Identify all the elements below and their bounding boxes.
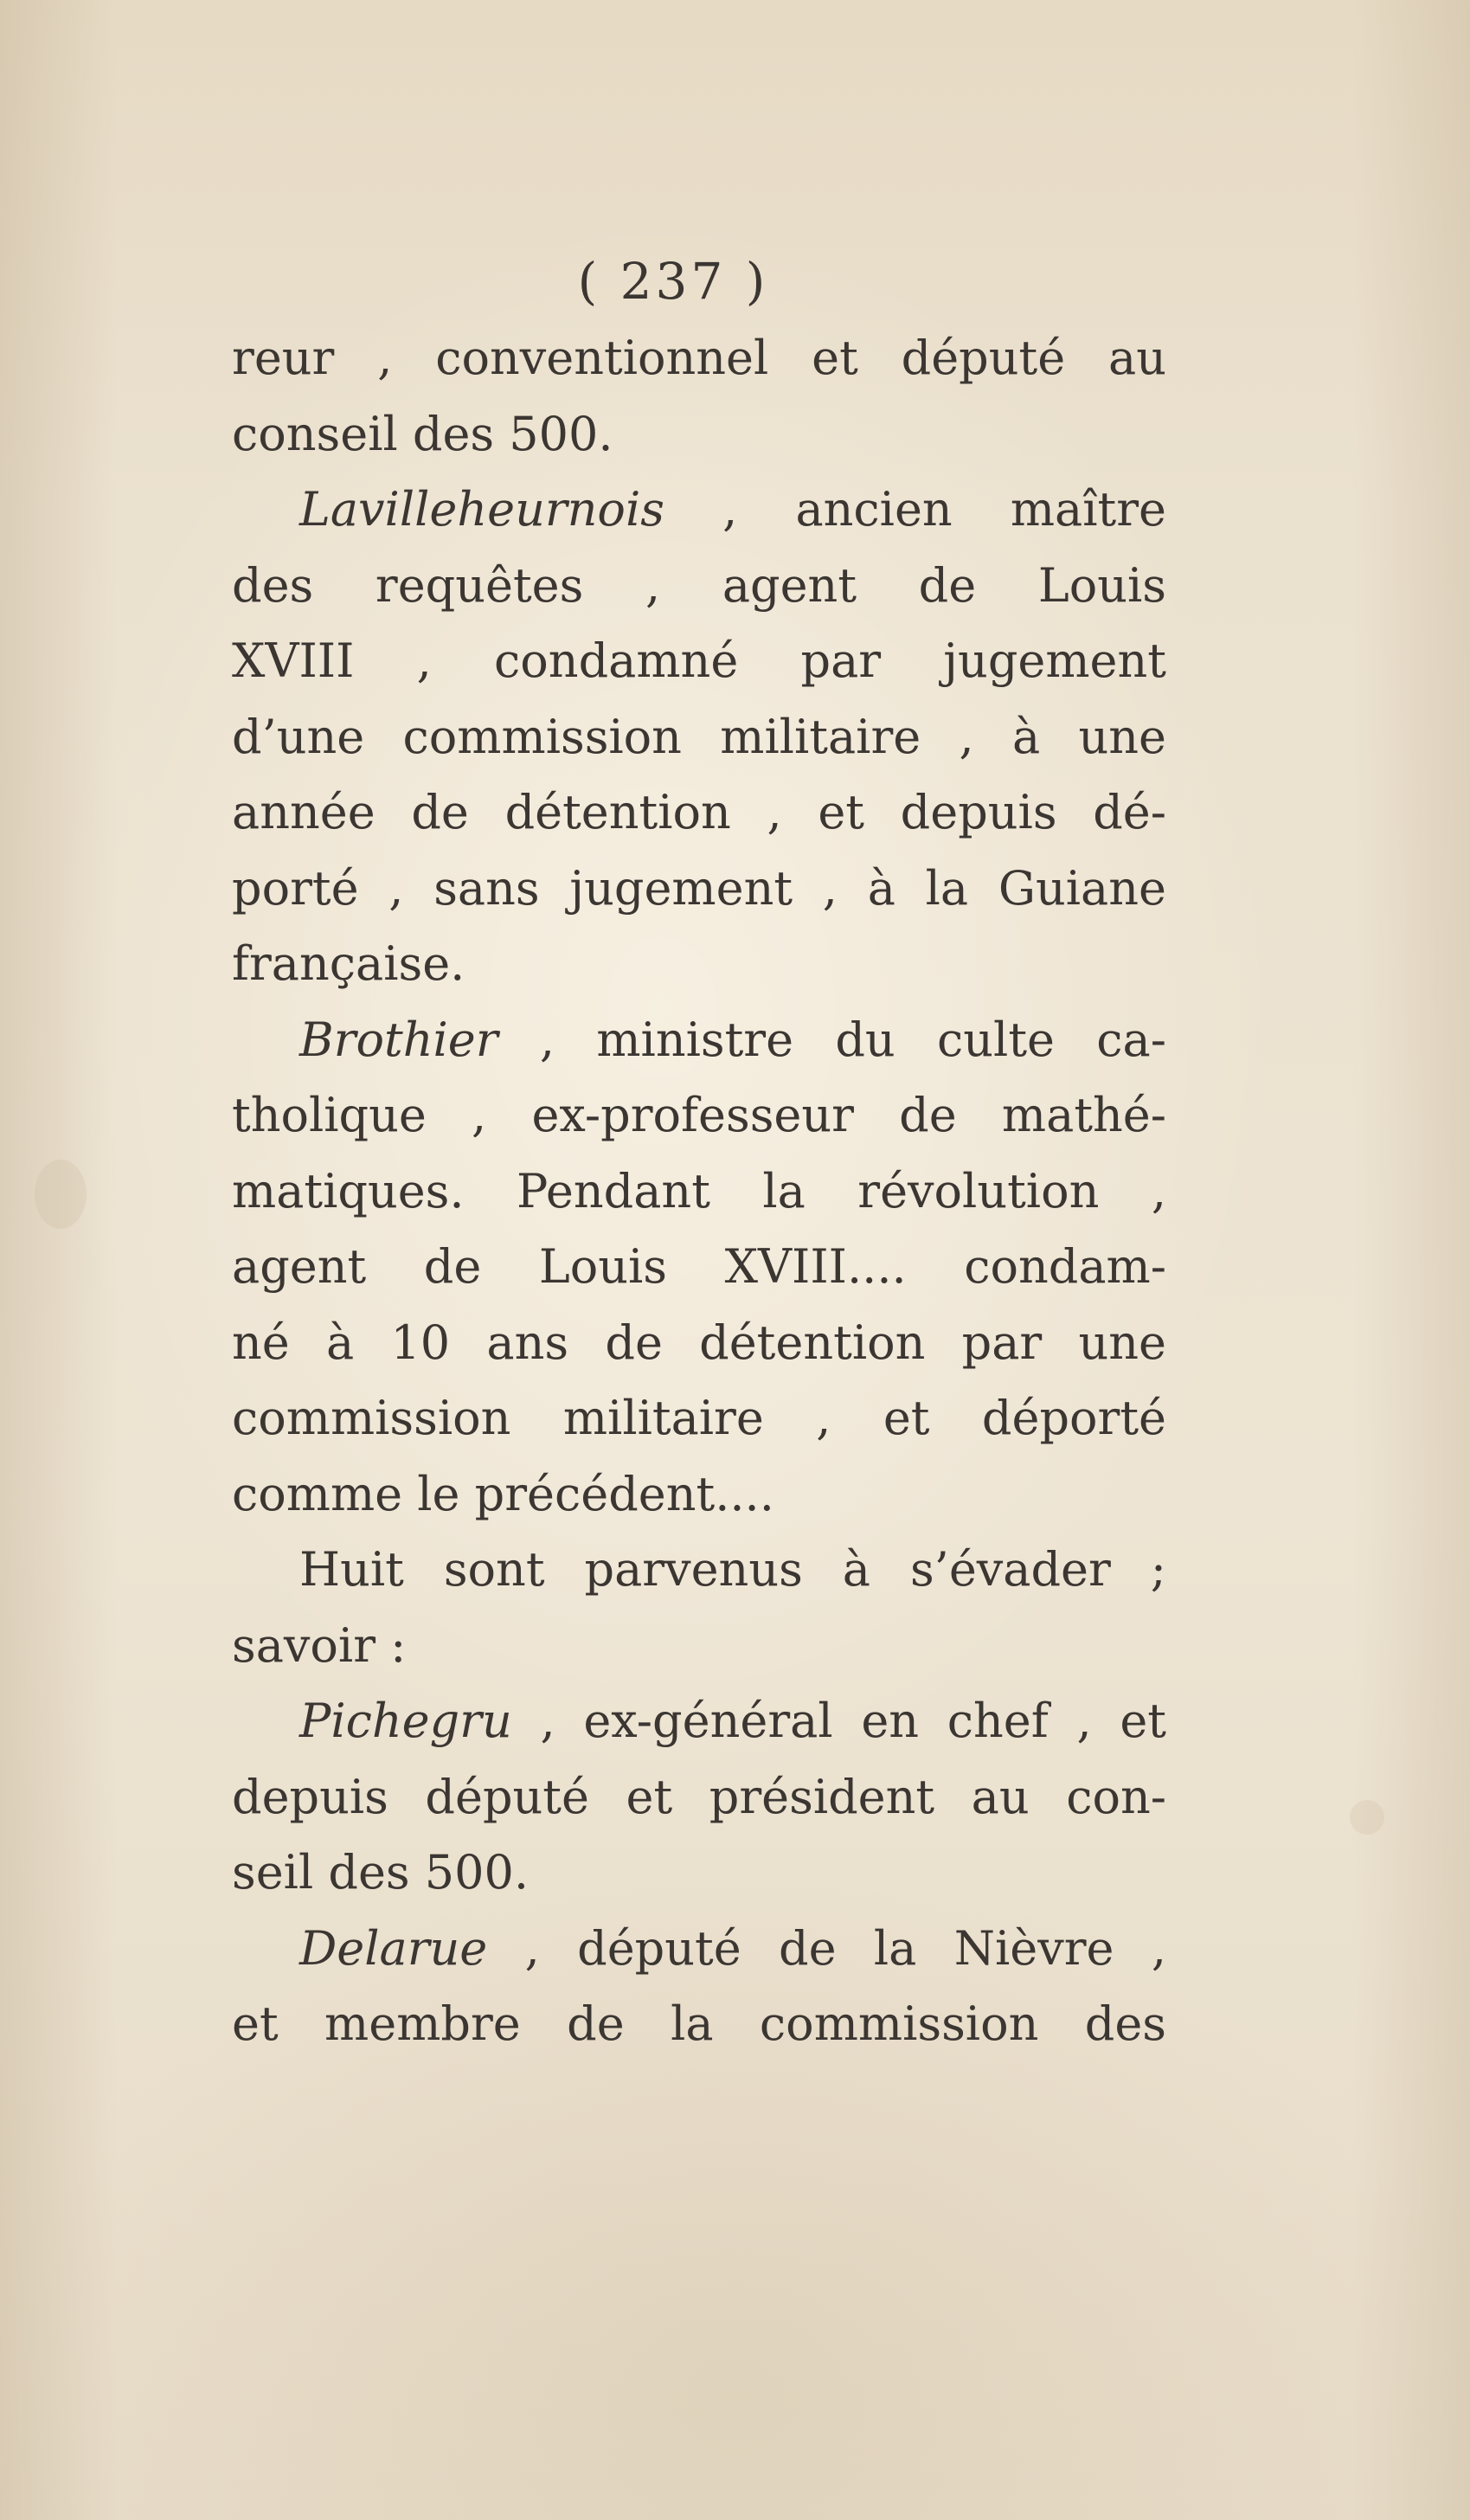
line-text: française. bbox=[232, 936, 465, 991]
text-line bbox=[232, 926, 1166, 1002]
line-text: conseil des 500. bbox=[232, 406, 613, 461]
line-text: Huit sont parvenus à s’évader ; bbox=[299, 1542, 1166, 1597]
line-text: , député de la Nièvre , bbox=[487, 1920, 1166, 1976]
text-line bbox=[232, 1380, 1166, 1456]
paper-stain bbox=[35, 1160, 87, 1229]
text-line bbox=[232, 320, 1166, 396]
text-line bbox=[232, 396, 1166, 472]
person-name: Lavilleheurnois bbox=[299, 482, 664, 537]
line-text: tholique , ex-professeur de mathé- bbox=[232, 1088, 1166, 1142]
text-line bbox=[232, 1683, 1166, 1759]
line-text: et membre de la commission des bbox=[232, 1996, 1166, 2051]
line-text: des requêtes , agent de Louis bbox=[232, 557, 1166, 613]
text-line bbox=[232, 1002, 1166, 1078]
text-line bbox=[232, 1608, 1166, 1684]
line-text: porté , sans jugement , à la Guiane bbox=[232, 860, 1166, 916]
line-text: né à 10 ans de détention par une bbox=[232, 1315, 1166, 1370]
page-number: ( 237 ) bbox=[577, 252, 769, 311]
line-text: agent de Louis XVIII.... condam- bbox=[232, 1239, 1166, 1294]
text-line bbox=[232, 699, 1166, 775]
text-line bbox=[232, 775, 1166, 851]
line-text: depuis député et président au con- bbox=[232, 1769, 1166, 1824]
text-line bbox=[232, 1835, 1166, 1911]
text-line bbox=[232, 1532, 1166, 1608]
line-text: XVIII , condamné par jugement bbox=[232, 633, 1166, 688]
text-line bbox=[232, 1456, 1166, 1533]
line-text: commission militaire , et déporté bbox=[232, 1391, 1166, 1445]
line-text: année de détention , et depuis dé- bbox=[232, 785, 1166, 839]
text-line bbox=[232, 1077, 1166, 1154]
text-line bbox=[232, 623, 1166, 699]
text-line bbox=[232, 472, 1166, 548]
person-name: Brothier bbox=[299, 1012, 498, 1067]
text-lines bbox=[232, 320, 1166, 2062]
person-name: Delarue bbox=[299, 1920, 488, 1976]
text-line bbox=[232, 1986, 1166, 2062]
line-text: reur , conventionnel et député au bbox=[232, 331, 1166, 385]
line-text: savoir : bbox=[232, 1617, 407, 1673]
text-line bbox=[232, 1154, 1166, 1230]
text-line bbox=[232, 1759, 1166, 1835]
line-text: matiques. Pendant la révolution , bbox=[232, 1163, 1166, 1218]
line-text: , ministre du culte ca- bbox=[497, 1012, 1166, 1067]
text-line bbox=[232, 851, 1166, 927]
line-text: , ex-général en chef , et bbox=[511, 1694, 1166, 1748]
text-line bbox=[232, 1911, 1166, 1987]
line-text: d’une commission militaire , à une bbox=[232, 709, 1166, 764]
line-text: comme le précédent.... bbox=[232, 1466, 774, 1521]
text-line bbox=[232, 1229, 1166, 1305]
text-line bbox=[232, 1305, 1166, 1381]
page-text bbox=[232, 251, 1166, 2062]
line-text: , ancien maître bbox=[664, 482, 1166, 537]
line-text: seil des 500. bbox=[232, 1845, 530, 1900]
person-name: Pichegru bbox=[299, 1694, 512, 1748]
text-line bbox=[232, 548, 1166, 624]
paper-stain bbox=[1350, 1800, 1384, 1835]
